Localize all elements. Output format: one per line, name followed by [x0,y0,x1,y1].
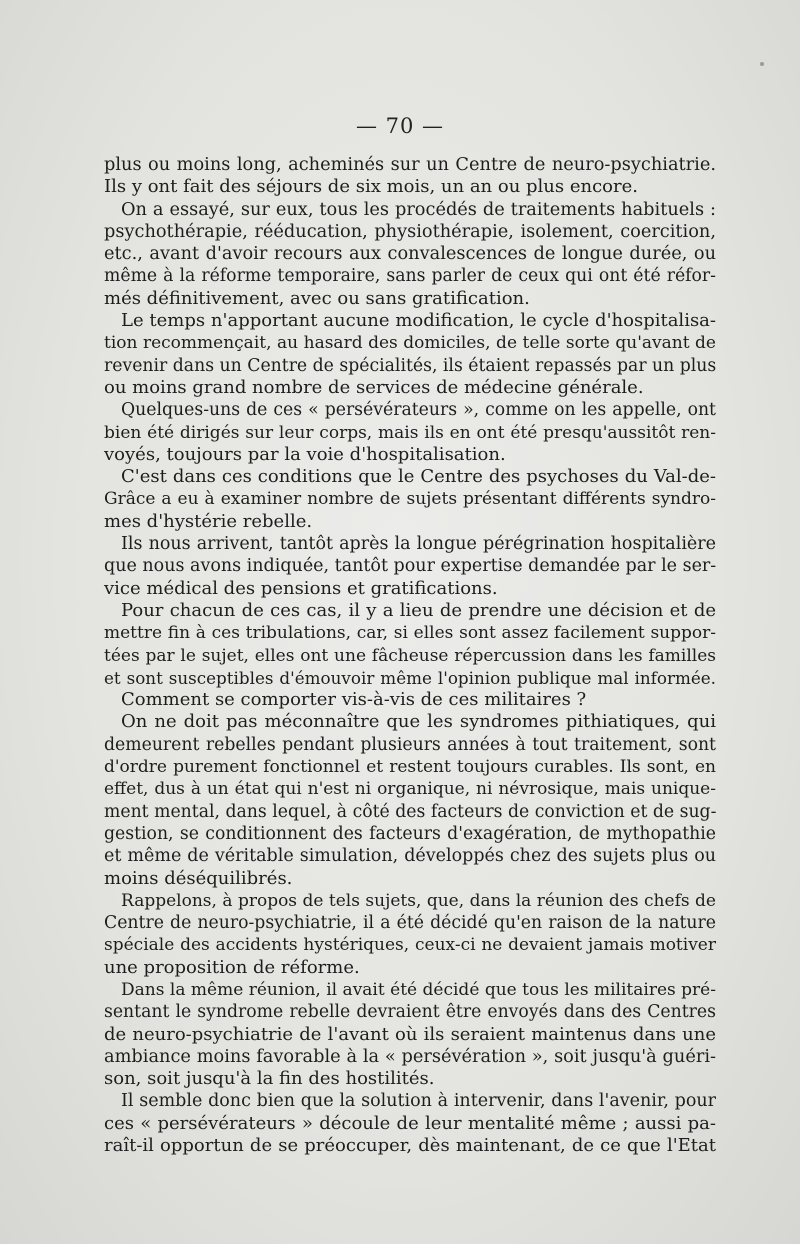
text-line: ambiance moins favorable à la « persévération », soit jusqu'à guéri- [104,1046,716,1067]
text-line: ou moins grand nombre de services de médecine générale. [104,376,644,398]
text-line: raît-il opportun de se préoccuper, dès maintenant, de ce que l'Etat [104,1135,716,1157]
text-line: Ils nous arrivent, tantôt après la longue pérégrination hospitalière [121,534,716,555]
text-line: gestion, se conditionnent des facteurs d'exagération, de mythopathie [104,823,716,844]
text-line: C'est dans ces conditions que le Centre des psychoses du Val-de- [121,466,716,488]
text-line: mes d'hystérie rebelle. [104,510,313,532]
text-line: revenir dans un Centre de spécialités, ils étaient repassés par un plus [104,355,717,376]
text-line: Le temps n'apportant aucune modification, le cycle d'hospitalisa- [121,310,716,332]
text-line: psychothérapie, rééducation, physiothérapie, isolement, coercition, [104,221,716,242]
text-line: vice médical des pensions et gratifications. [104,577,498,599]
text-line: que nous avons indiquée, tantôt pour expertise demandée par le ser- [104,556,717,577]
text-line: més définitivement, avec ou sans gratification. [104,287,530,309]
text-line: Rappelons, à propos de tels sujets, que, dans la réunion des chefs de [121,890,716,911]
text-line: voyés, toujours par la voie d'hospitalisation. [104,443,506,465]
text-line: d'ordre purement fonctionnel et restent toujours curables. Ils sont, en [104,757,716,778]
text-line: moins déséquilibrés. [104,867,293,889]
text-line: On ne doit pas méconnaître que les syndromes pithiatiques, qui [121,711,716,733]
text-line: etc., avant d'avoir recours aux convalescences de longue durée, ou [104,244,716,265]
body-text [104,154,716,1157]
text-line: de neuro-psychiatrie de l'avant où ils seraient maintenus dans une [104,1023,716,1045]
text-line: Ils y ont fait des séjours de six mois, un an ou plus encore. [104,176,638,198]
text-line: spéciale des accidents hystériques, ceux-ci ne devaient jamais motiver [104,935,716,956]
text-line: ces « persévérateurs » découle de leur mentalité même ; aussi pa- [104,1112,716,1134]
text-line: tion recommençait, au hasard des domiciles, de telle sorte qu'avant de [104,333,716,354]
text-line: demeurent rebelles pendant plusieurs années à tout traitement, sont [104,734,716,755]
text-line: son, soit jusqu'à la fin des hostilités. [104,1068,435,1090]
text-line: effet, dus à un état qui n'est ni organique, ni névrosique, mais unique- [104,779,716,800]
text-line: tées par le sujet, elles ont une fâcheuse répercussion dans les familles [104,645,716,666]
text-line: et même de véritable simulation, développés chez des sujets plus ou [104,846,716,867]
text-line: Quelques-uns de ces « persévérateurs », comme on les appelle, ont [121,400,716,421]
text-line: plus ou moins long, acheminés sur un Centre de neuro-psychiatrie. [104,155,716,175]
text-line: Centre de neuro-psychiatrie, il a été décidé qu'en raison de la nature [104,913,716,934]
text-line: On a essayé, sur eux, tous les procédés de traitements habituels : [121,199,716,220]
text-line: Comment se comporter vis-à-vis de ces militaires ? [121,689,587,711]
text-line: sentant le syndrome rebelle devraient être envoyés dans des Centres [104,1002,716,1023]
text-line: Grâce a eu à examiner nombre de sujets présentant différents syndro- [104,489,716,510]
text-line: Pour chacun de ces cas, il y a lieu de prendre une décision et de [121,599,716,621]
text-line: et sont susceptibles d'émouvoir même l'opinion publique mal informée. [104,667,716,688]
text-line: Dans la même réunion, il avait été décidé que tous les militaires pré- [121,979,716,1000]
page-number: — 70 — [355,114,445,138]
text-line: mettre fin à ces tribulations, car, si elles sont assez facilement suppor- [104,623,716,644]
text-line: même à la réforme temporaire, sans parler de ceux qui ont été réfor- [104,266,716,287]
text-line: ment mental, dans lequel, à côté des facteurs de conviction et de sug- [104,801,717,822]
text-line: une proposition de réforme. [104,956,360,978]
text-line: Il semble donc bien que la solution à intervenir, dans l'avenir, pour [121,1091,716,1112]
paper-speck [760,62,764,66]
text-line: bien été dirigés sur leur corps, mais ils en ont été presqu'aussitôt ren- [104,422,716,443]
